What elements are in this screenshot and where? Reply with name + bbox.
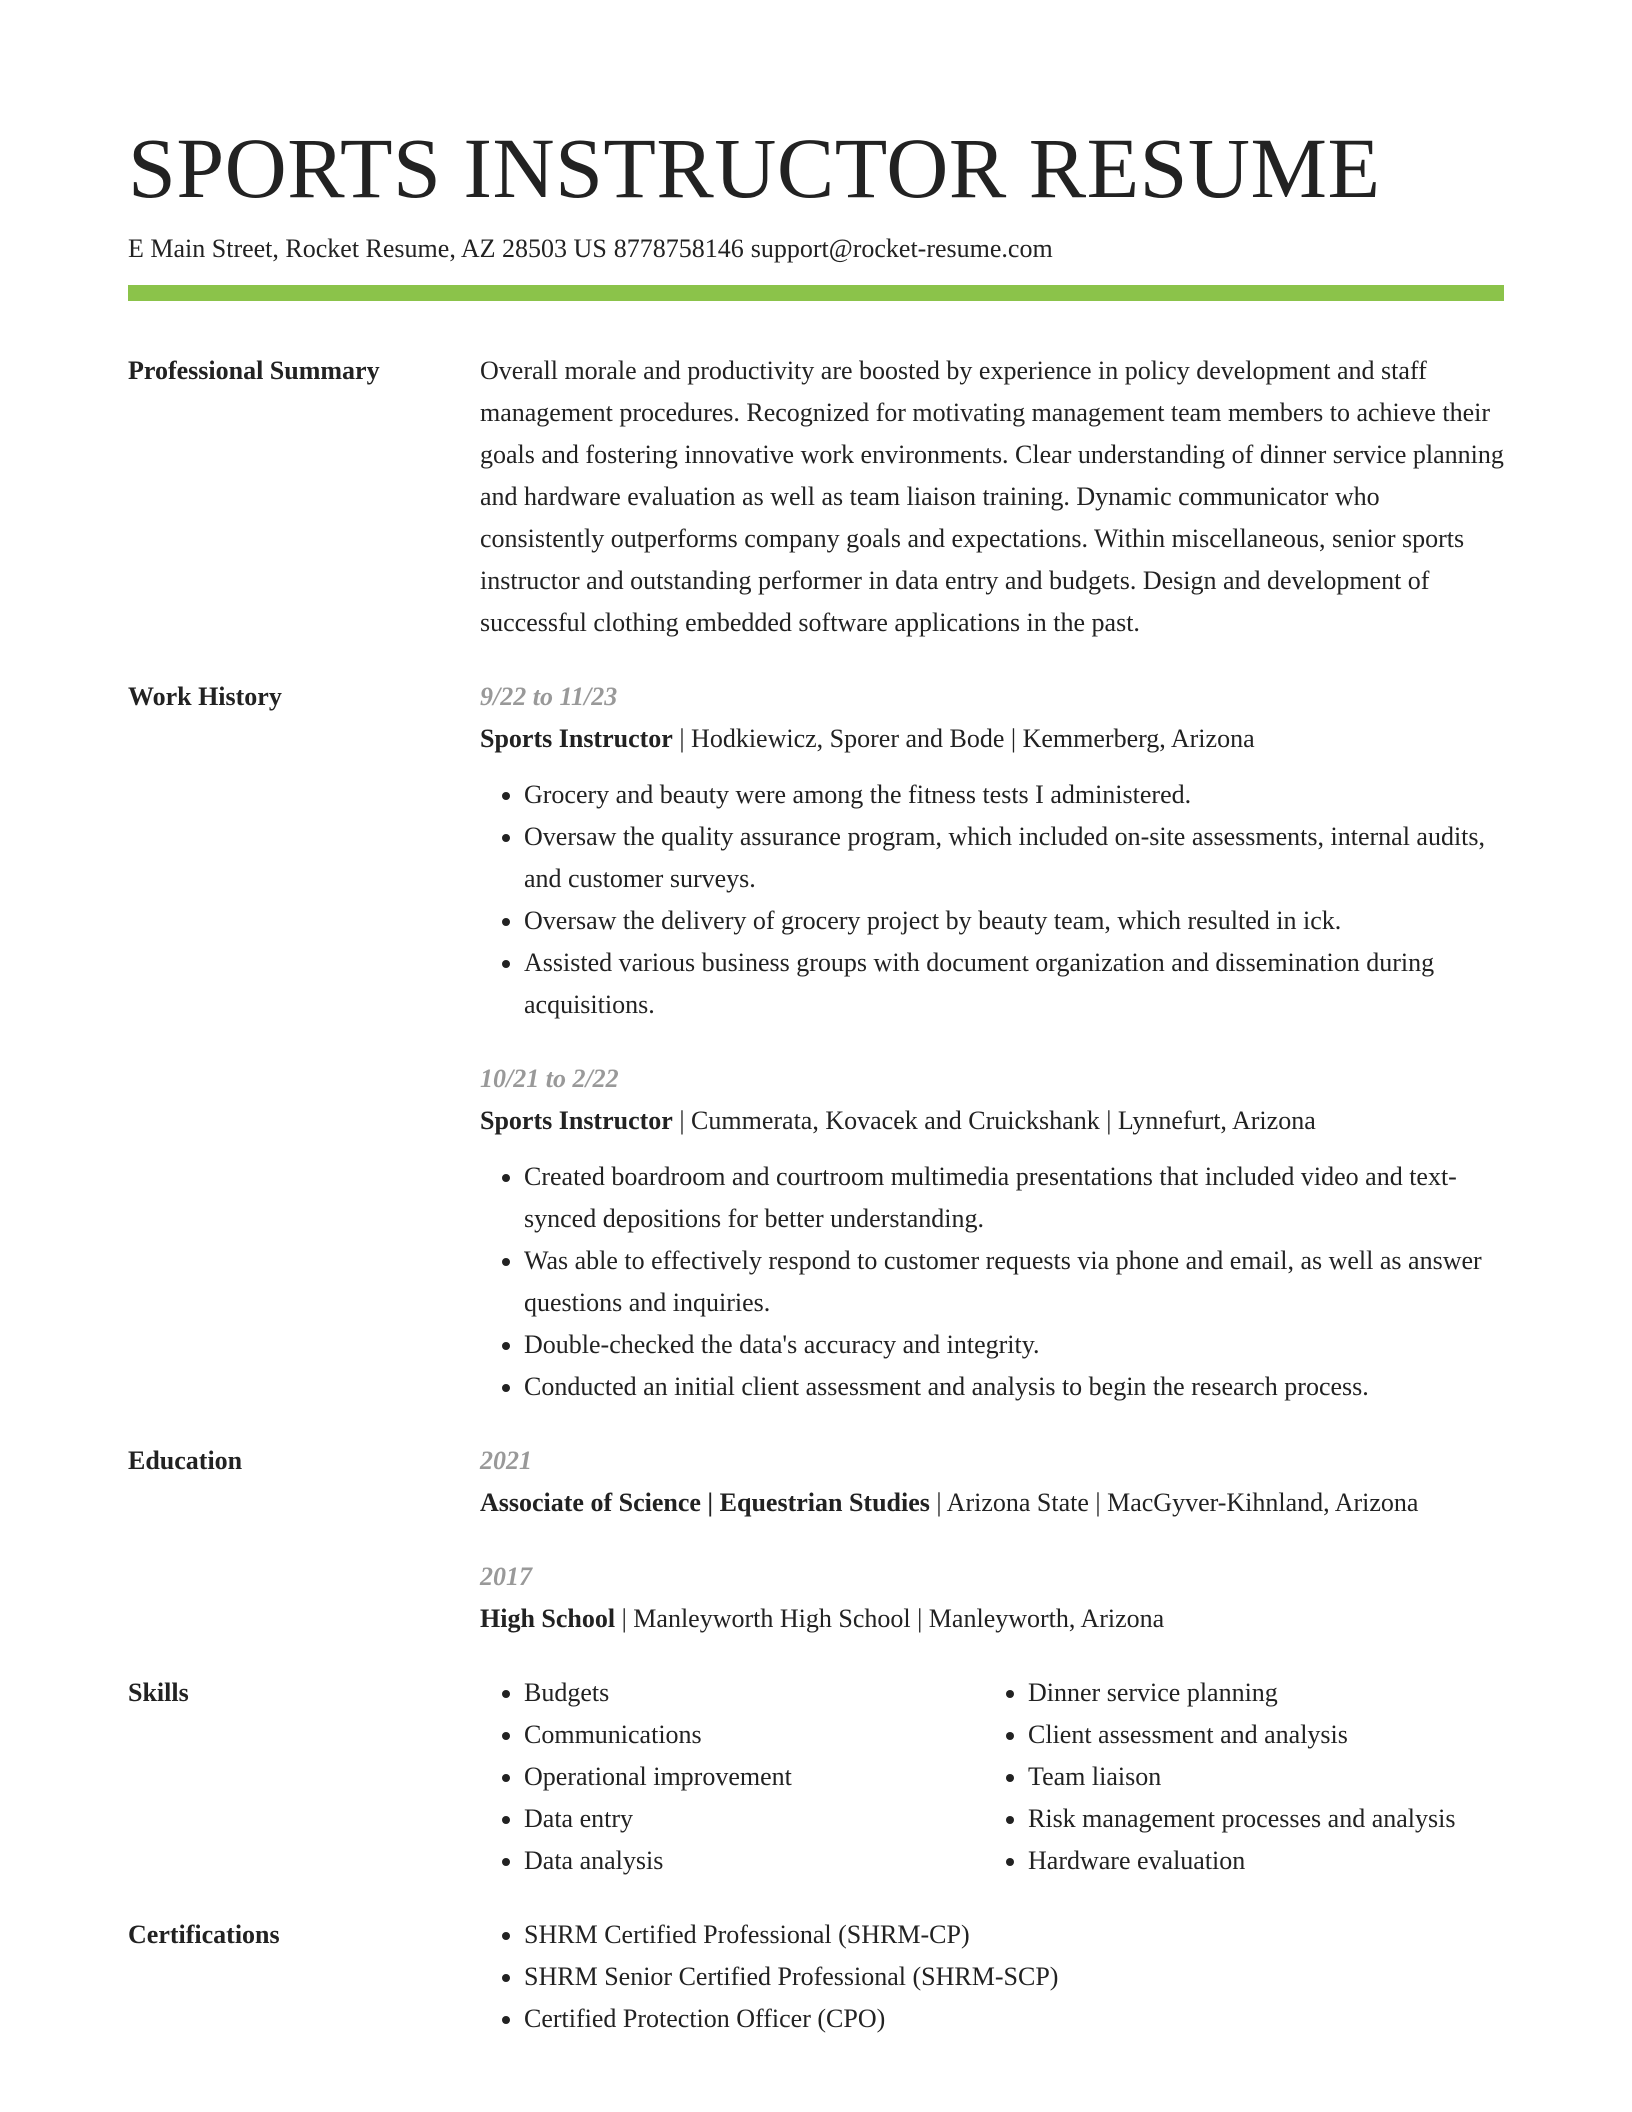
list-item: • SHRM Certified Professional (SHRM-CP)	[524, 1914, 1504, 1956]
section-certifications	[128, 1914, 1504, 2040]
certifications-list	[480, 1914, 1504, 2040]
section-label: Education	[128, 1446, 243, 1475]
list-item: • Was able to effectively respond to customer requests via phone and email, as well as answer questions and inquiries.	[524, 1240, 1504, 1324]
job-entry	[480, 1058, 1504, 1408]
education-year: 2021	[480, 1446, 532, 1475]
list-item: • Conducted an initial client assessment and analysis to begin the research process.	[524, 1366, 1504, 1408]
education-degree: High School	[480, 1604, 616, 1633]
job-heading	[480, 718, 1504, 760]
accent-divider	[128, 285, 1504, 301]
list-item: • Data analysis	[524, 1840, 984, 1882]
job-heading	[480, 1100, 1504, 1142]
job-role: Sports Instructor	[480, 724, 673, 753]
skills-list-right	[984, 1672, 1455, 1882]
list-item: • Oversaw the delivery of grocery project by beauty team, which resulted in ick.	[524, 900, 1504, 942]
job-bullets	[480, 774, 1504, 1026]
summary-text: Overall morale and productivity are boosted by experience in policy development and staff management procedures. Recognized for motivating management team members to achieve their goals and fostering innovative work environments. Clear understanding of dinner service planning and hardware evaluation as well as team liaison training. Dynamic communicator who consistently outperforms company goals and expectations. Within miscellaneous, senior sports instructor and outstanding performer in data entry and budgets. Design and development of successful clothing embedded software applications in the past.	[480, 356, 1504, 637]
skills-columns	[480, 1672, 1504, 1882]
job-dates: 10/21 to 2/22	[480, 1064, 619, 1093]
contact-email[interactable]: support@rocket-resume.com	[750, 234, 1053, 263]
resume-sections	[128, 350, 1504, 2072]
list-item: • Communications	[524, 1714, 984, 1756]
education-entry	[480, 1440, 1504, 1524]
list-item: • Data entry	[524, 1798, 984, 1840]
section-education	[128, 1440, 1504, 1640]
contact-phone: 8778758146	[613, 234, 744, 263]
section-label: Skills	[128, 1678, 189, 1707]
section-body	[480, 1440, 1504, 1640]
education-school: | Arizona State | MacGyver-Kihnland, Arizona	[929, 1488, 1419, 1517]
list-item: • Operational improvement	[524, 1756, 984, 1798]
skills-list-left	[480, 1672, 984, 1882]
job-employer: | Hodkiewicz, Sporer and Bode | Kemmerberg, Arizona	[672, 724, 1255, 753]
list-item: • Double-checked the data's accuracy and integrity.	[524, 1324, 1504, 1366]
section-skills	[128, 1672, 1504, 1882]
job-dates: 9/22 to 11/23	[480, 682, 618, 711]
list-item: • SHRM Senior Certified Professional (SHRM-SCP)	[524, 1956, 1504, 1998]
list-item: • Oversaw the quality assurance program, which included on-site assessments, internal audits, and customer surveys.	[524, 816, 1504, 900]
job-bullets	[480, 1156, 1504, 1408]
list-item: • Client assessment and analysis	[1028, 1714, 1455, 1756]
education-heading	[480, 1482, 1504, 1524]
list-item: • Team liaison	[1028, 1756, 1455, 1798]
section-label: Work History	[128, 682, 282, 711]
list-item: • Hardware evaluation	[1028, 1840, 1455, 1882]
page-title: SPORTS INSTRUCTOR RESUME	[128, 120, 1381, 216]
list-item: • Risk management processes and analysis	[1028, 1798, 1455, 1840]
job-role: Sports Instructor	[480, 1106, 673, 1135]
list-item: • Dinner service planning	[1028, 1672, 1455, 1714]
section-body	[480, 350, 1504, 644]
section-body	[480, 1914, 1504, 2040]
contact-line	[128, 232, 1053, 266]
section-label: Certifications	[128, 1920, 280, 1949]
section-body	[480, 676, 1504, 1408]
job-employer: | Cummerata, Kovacek and Cruickshank | Lynnefurt, Arizona	[672, 1106, 1316, 1135]
contact-address: E Main Street, Rocket Resume, AZ 28503 US	[128, 234, 607, 263]
education-heading	[480, 1598, 1504, 1640]
section-label: Professional Summary	[128, 356, 380, 385]
list-item: • Certified Protection Officer (CPO)	[524, 1998, 1504, 2040]
education-degree: Associate of Science | Equestrian Studies	[480, 1488, 930, 1517]
education-entry	[480, 1556, 1504, 1640]
list-item: • Created boardroom and courtroom multimedia presentations that included video and text-synced depositions for better understanding.	[524, 1156, 1504, 1240]
list-item: • Grocery and beauty were among the fitness tests I administered.	[524, 774, 1504, 816]
section-professional-summary	[128, 350, 1504, 644]
job-entry	[480, 676, 1504, 1026]
education-year: 2017	[480, 1562, 532, 1591]
education-school: | Manleyworth High School | Manleyworth, Arizona	[615, 1604, 1165, 1633]
list-item: • Assisted various business groups with document organization and dissemination during acquisitions.	[524, 942, 1504, 1026]
section-work-history	[128, 676, 1504, 1408]
list-item: • Budgets	[524, 1672, 984, 1714]
